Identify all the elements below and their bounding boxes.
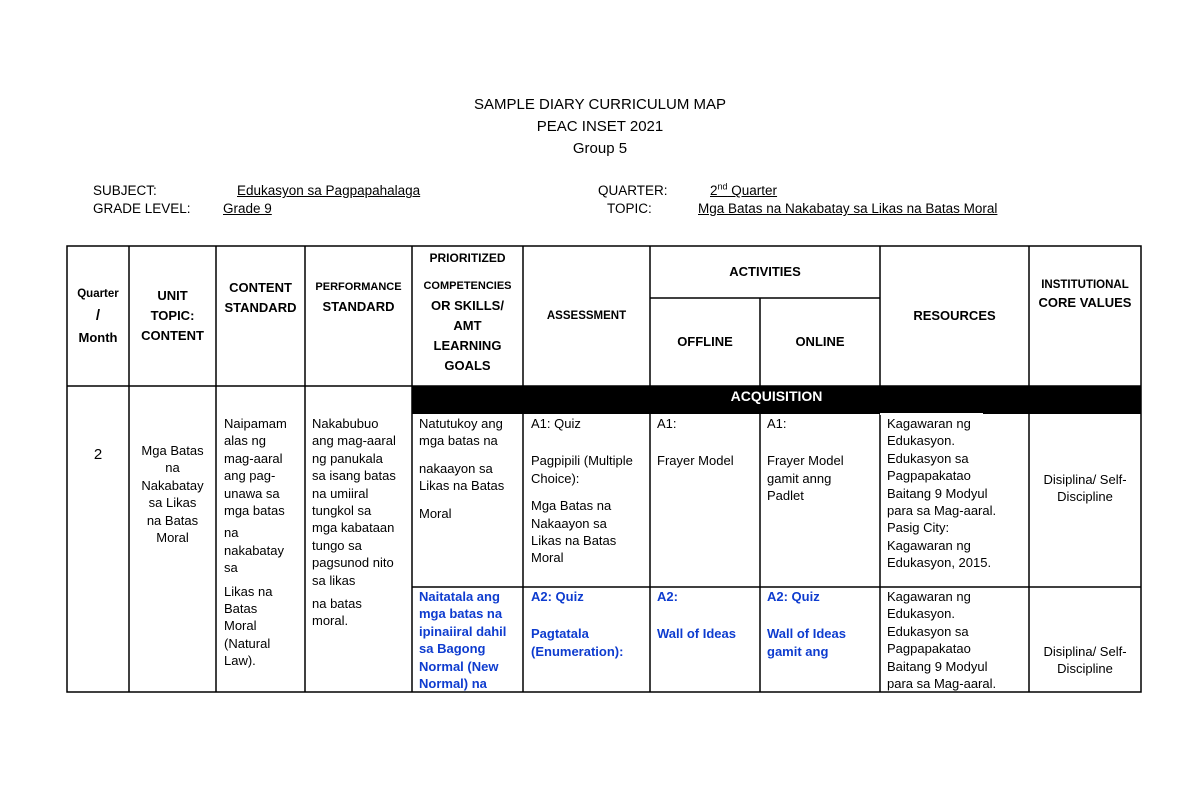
document-title: SAMPLE DIARY CURRICULUM MAP [474,96,726,113]
a2-core-values: Disiplina/ Self- Discipline [1043,644,1127,677]
col-header-resources: RESOURCES [913,308,996,323]
col-header-assessment: ASSESSMENT [546,310,627,322]
grade-value: Grade 9 [223,201,272,216]
col-header-activities: ACTIVITIES [729,264,801,279]
cell-performance-standard: Nakabubuo ang mag-aaral ng panukala sa isang batas na umiiral tungkol sa mga kabataan tungo sa pagsunod nito sa likas na batas moral. [312,416,396,629]
a1-online: A1: Frayer Model gamit anng Padlet [767,416,844,504]
cell-unit-topic: Mga Batas na Nakabatay sa Likas na Batas Moral [141,443,204,546]
a2-offline: A2: Wall of Ideas [657,589,736,642]
grade-label: GRADE LEVEL: [93,201,191,216]
a1-resources: Kagawaran ng Edukasyon. Edukasyon sa Pagpapakatao Baitang 9 Modyul para sa Mag-aaral. Pasig City: Kagawaran ng Edukasyon, 2015. [887,416,997,571]
a1-assessment: A1: Quiz Pagpipili (Multiple Choice): Mga Batas na Nakaayon sa Likas na Batas Moral [531,416,633,566]
group-label: Group 5 [572,140,628,157]
col-header-unit: UNIT TOPIC: CONTENT [141,288,204,343]
a1-offline: A1: Frayer Model [657,416,734,469]
a2-resources: Kagawaran ng Edukasyon. Edukasyon sa Pagpapakatao Baitang 9 Modyul para sa Mag-aaral. [887,589,997,692]
quarter-value: 2nd Quarter [710,181,778,198]
a1-core-values: Disiplina/ Self- Discipline [1043,472,1127,505]
document-subtitle: PEAC INSET 2021 [536,118,664,135]
quarter-label: QUARTER: [598,183,668,198]
col-header-online: ONLINE [795,334,845,349]
subject-value: Edukasyon sa Pagpapahalaga [237,183,421,198]
cell-quarter: 2 [93,446,103,463]
col-header-core-values: INSTITUTIONAL CORE VALUES [1038,279,1132,310]
col-header-prioritized-competencies: PRIORITIZED COMPETENCIES OR SKILLS/ AMT LEARNING GOALS [423,251,512,373]
topic-value: Mga Batas na Nakabatay sa Likas na Batas Moral [698,201,998,216]
topic-label: TOPIC: [607,201,652,216]
col-header-offline: OFFLINE [677,334,733,349]
col-header-content-standard: CONTENT STANDARD [224,280,297,315]
a2-online: A2: Quiz Wall of Ideas gamit ang [767,589,846,659]
col-header-performance-standard: PERFORMANCE STANDARD [315,281,402,314]
acquisition-banner: ACQUISITION [730,388,823,404]
col-header-quarter: Quarter / Month [77,288,119,345]
a2-competency: Naitatala ang mga batas na ipinaiiral dahil sa Bagong Normal (New Normal) na [419,589,507,692]
cell-content-standard: Naipamam alas ng mag-aaral ang pag- unawa sa mga batas na nakabatay sa Likas na Batas Moral (Natural Law). [224,416,287,669]
subject-label: SUBJECT: [93,183,157,198]
a1-competency: Natutukoy ang mga batas na nakaayon sa Likas na Batas Moral [419,416,505,521]
a2-assessment: A2: Quiz Pagtatala (Enumeration): [531,589,624,659]
